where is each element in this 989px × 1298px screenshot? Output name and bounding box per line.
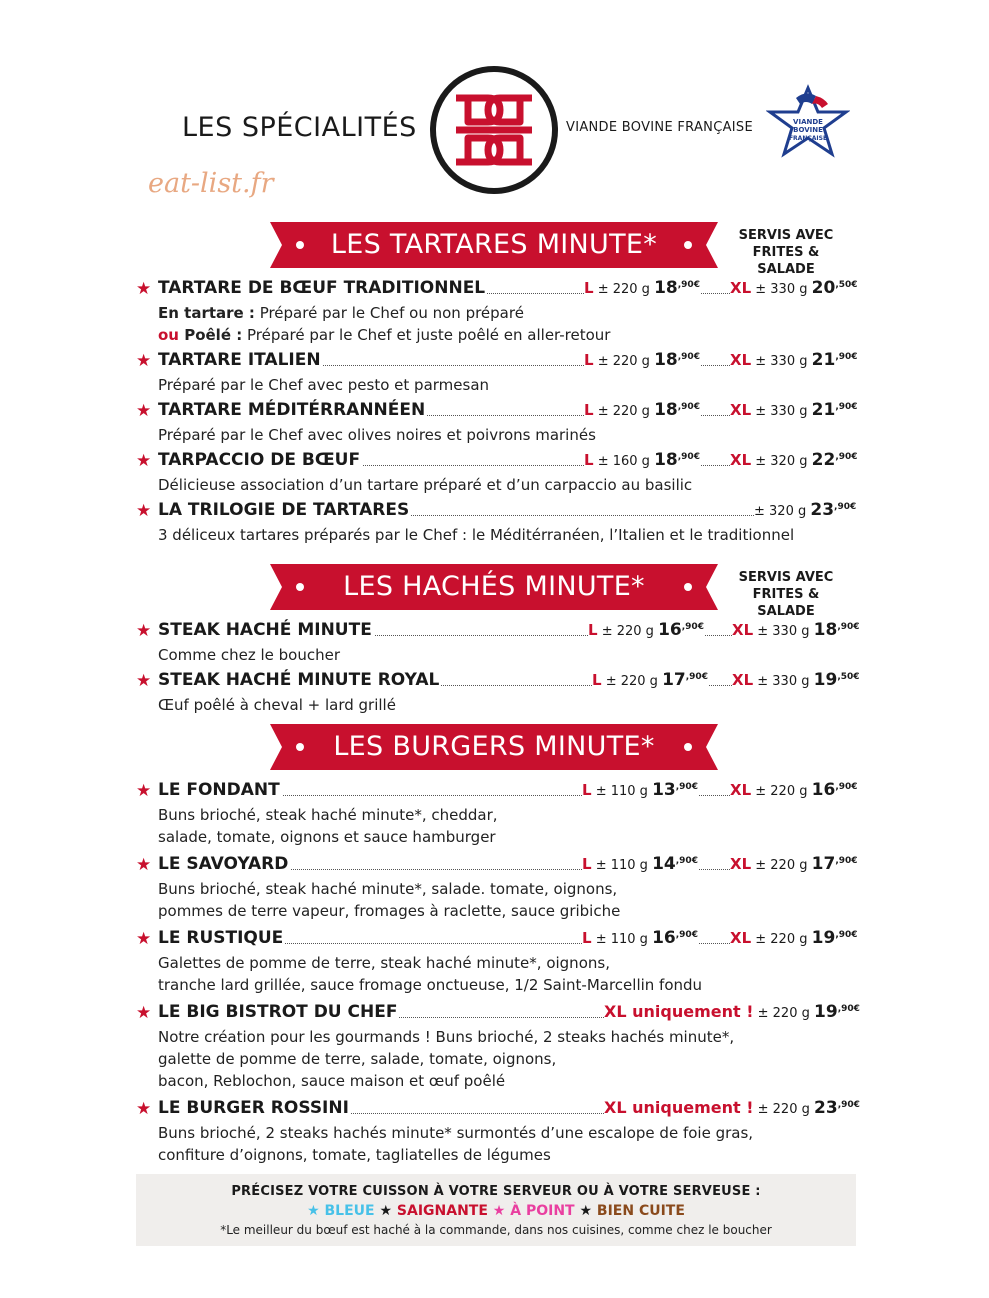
price-xl: XL ± 330 g $18^{,90€}$ [732,620,860,640]
menu-item-steak-hache-minute [136,620,858,666]
section-title-tartares: LES TARTARES MINUTE* [330,229,658,260]
item-description: tranche lard grillée, sauce fromage onctueuse, 1/2 Saint-Marcellin fondu [158,976,703,994]
item-description: En tartare : Préparé par le Chef ou non préparé [158,304,524,322]
item-name: STEAK HACHÉ MINUTE [158,620,372,640]
star-icon: ★ [136,621,152,641]
price: ± 320 g $23^{,90€}$ [754,500,857,520]
dot-leader [696,465,730,466]
item-name: STEAK HACHÉ MINUTE ROYAL [158,670,440,690]
item-name: LE SAVOYARD [158,854,289,874]
cooking-saignante: SAIGNANTE [396,1203,488,1219]
price-xl: XL ± 330 g $19^{,50€}$ [732,670,860,690]
price-l: L ± 220 g $18^{,90€}$ [584,400,700,420]
cooking-a-point: À POINT [510,1203,575,1219]
item-name: TARTARE MÉDITÉRRANNÉEN [158,400,426,420]
star-icon: ★ [136,501,152,521]
price-xl: XL ± 320 g $22^{,90€}$ [730,450,858,470]
menu-item-tartare-mediterraneen [136,400,858,446]
menu-header [0,0,989,200]
served-line-1: SERVIS AVEC [738,228,834,243]
menu-item-tartare-italien [136,350,858,396]
price-l: L ± 220 g $18^{,90€}$ [584,350,700,370]
viande-bovine-francaise-badge-icon [766,84,850,160]
item-description: Notre création pour les gourmands ! Buns brioché, 2 steaks hachés minute*, [158,1028,735,1046]
badge-line-1: VIANDE [793,118,823,126]
star-icon: ★ [136,451,152,471]
cooking-footer [136,1174,856,1246]
star-icon: ★ [136,1003,152,1023]
section-banner-haches [270,564,718,610]
price-xl: XL ± 330 g $21^{,90€}$ [730,400,858,420]
section-title-haches: LES HACHÉS MINUTE* [343,571,645,602]
dot-leader [696,415,730,416]
price-xl-only: XL uniquement ! ± 220 g $19^{,90€}$ [604,1002,860,1022]
price-xl: XL ± 220 g $16^{,90€}$ [730,780,858,800]
price-xl: XL ± 330 g $21^{,90€}$ [730,350,858,370]
menu-item-trilogie [136,500,858,546]
watermark: eat-list.fr [148,168,274,199]
menu-item-tartare-traditionnel [136,278,858,346]
dot-leader [706,685,732,686]
item-description: Préparé par le Chef avec olives noires et poivrons marinés [158,426,596,444]
menu-item-big-bistrot [136,1002,858,1092]
item-description: salade, tomate, oignons et sauce hamburger [158,828,496,846]
item-name: LE FONDANT [158,780,280,800]
section-title-burgers: LES BURGERS MINUTE* [333,731,655,762]
item-description: Buns brioché, 2 steaks hachés minute* surmontés d’une escalope de foie gras, [158,1124,754,1142]
menu-item-steak-hache-royal [136,670,858,716]
item-description: Comme chez le boucher [158,646,341,664]
served-line-1: SERVIS AVEC [738,570,834,585]
section-banner-tartares [270,222,718,268]
item-description: galette de pomme de terre, salade, tomate, oignons, [158,1050,557,1068]
item-name: LA TRILOGIE DE TARTARES [158,500,410,520]
dot-leader [696,293,730,294]
section-banner-burgers [270,724,718,770]
served-with-note-tartares [722,227,850,278]
item-name: LE RUSTIQUE [158,928,284,948]
menu-item-burger-rossini [136,1098,858,1166]
cooking-options [136,1203,856,1219]
item-description: Délicieuse association d’un tartare préparé et d’un carpaccio au basilic [158,476,693,494]
star-icon: ★ [136,1099,152,1119]
served-with-note-haches [722,569,850,620]
item-description: Œuf poêlé à cheval + lard grillé [158,696,396,714]
item-description: confiture d’oignons, tomate, tagliatelles de légumes [158,1146,551,1164]
item-name: TARTARE DE BŒUF TRADITIONNEL [158,278,486,298]
menu-item-le-savoyard [136,854,858,922]
star-icon: ★ [579,1203,593,1219]
item-name: TARTARE ITALIEN [158,350,321,370]
page-title: LES SPÉCIALITÉS [182,112,417,143]
item-name: LE BURGER ROSSINI [158,1098,349,1118]
price-l: L ± 110 g $14^{,90€}$ [582,854,698,874]
price-l: L ± 220 g $17^{,90€}$ [592,670,708,690]
star-icon: ★ [136,401,152,421]
item-name: TARPACCIO DE BŒUF [158,450,361,470]
star-icon: ★ [136,781,152,801]
price-l: L ± 220 g $18^{,90€}$ [584,278,700,298]
footnote: *Le meilleur du bœuf est haché à la commande, dans nos cuisines, comme chez le boucher [220,1223,772,1237]
badge-line-2: BOVINE [793,126,823,134]
bb-logo-icon [430,66,558,194]
item-description: bacon, Reblochon, sauce maison et œuf poêlé [158,1072,506,1090]
price-xl: XL ± 220 g $17^{,90€}$ [730,854,858,874]
star-icon: ★ [136,671,152,691]
star-icon: ★ [307,1203,320,1219]
price-l: L ± 160 g $18^{,90€}$ [584,450,700,470]
star-icon: ★ [136,855,152,875]
cooking-bien-cuite: BIEN CUITE [596,1203,685,1219]
item-name: LE BIG BISTROT DU CHEF [158,1002,398,1022]
price-l: L ± 110 g $16^{,90€}$ [582,928,698,948]
item-description: Galettes de pomme de terre, steak haché minute*, oignons, [158,954,610,972]
menu-item-le-fondant [136,780,858,848]
star-icon: ★ [136,279,152,299]
item-description: pommes de terre vapeur, fromages à raclette, sauce gribiche [158,902,621,920]
served-line-2: FRITES & SALADE [752,587,820,619]
price-xl-only: XL uniquement ! ± 220 g $23^{,90€}$ [604,1098,860,1118]
dot-leader [696,365,730,366]
item-description: 3 déliceux tartares préparés par le Chef : le Méditérranéen, l’Italien et le traditionnel [158,526,795,544]
cooking-bleue: BLEUE [324,1203,375,1219]
item-description: ou Poêlé : Préparé par le Chef et juste poêlé en aller-retour [158,326,611,344]
dot-leader [702,635,732,636]
origin-label: VIANDE BOVINE FRANÇAISE [566,120,753,135]
served-line-2: FRITES & SALADE [752,245,820,277]
star-icon: ★ [136,929,152,949]
star-icon: ★ [136,351,152,371]
item-description: Préparé par le Chef avec pesto et parmesan [158,376,490,394]
cooking-instruction: PRÉCISEZ VOTRE CUISSON À VOTRE SERVEUR OU À VOTRE SERVEUSE : [231,1184,761,1199]
price-l: L ± 110 g $13^{,90€}$ [582,780,698,800]
menu-item-tarpaccio [136,450,858,496]
menu-item-le-rustique [136,928,858,996]
price-xl: XL ± 330 g $20^{,50€}$ [730,278,858,298]
item-description: Buns brioché, steak haché minute*, salade. tomate, oignons, [158,880,618,898]
price-xl: XL ± 220 g $19^{,90€}$ [730,928,858,948]
price-l: L ± 220 g $16^{,90€}$ [588,620,704,640]
star-icon: ★ [492,1203,506,1219]
item-description: Buns brioché, steak haché minute*, cheddar, [158,806,498,824]
badge-line-3: FRANÇAISE [788,135,828,142]
star-icon: ★ [379,1203,393,1219]
